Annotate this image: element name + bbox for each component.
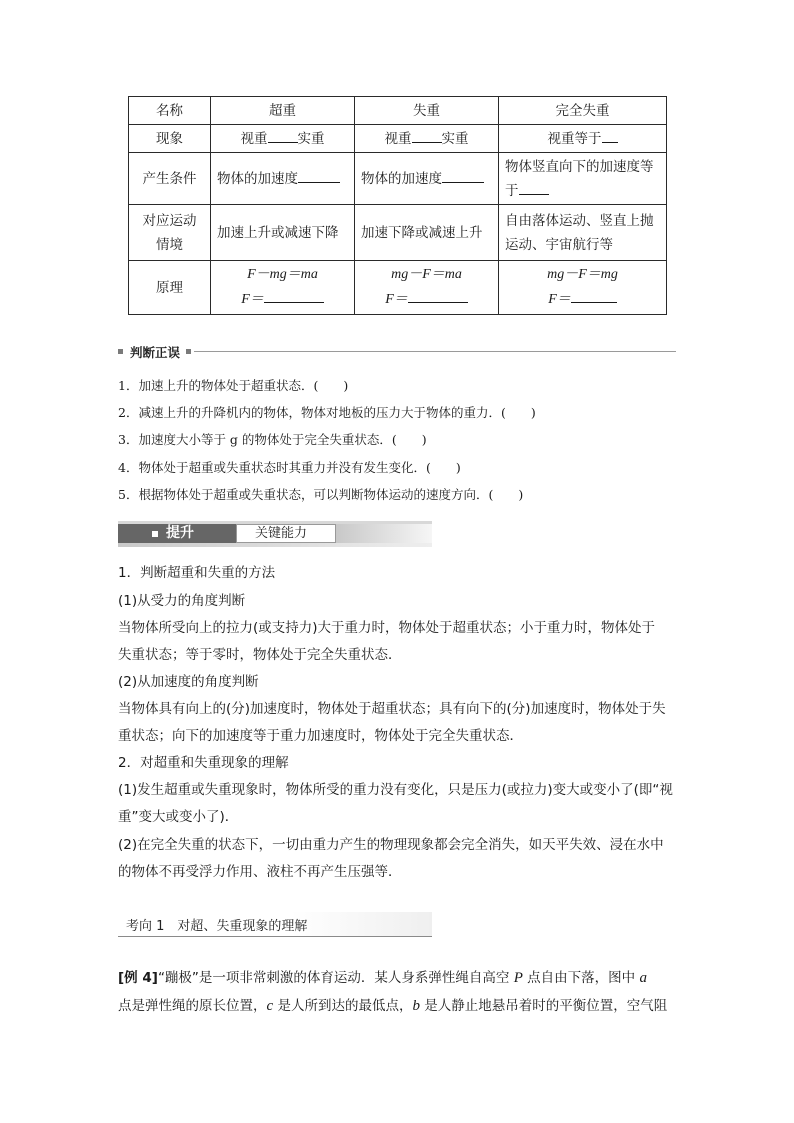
header-cell: 失重 <box>355 97 499 125</box>
fill-blank <box>571 288 617 303</box>
table-cell <box>211 261 355 315</box>
fill-blank <box>298 168 340 183</box>
cell-text: 自由落体运动、竖直上抛 <box>505 212 654 229</box>
cell-text: 视重等于 <box>547 130 602 147</box>
fill-blank <box>268 128 298 143</box>
row-label-line: 对应运动 <box>142 212 197 229</box>
judge-item: 1．加速上升的物体处于超重状态．( ) <box>118 378 349 393</box>
table-cell <box>499 153 667 205</box>
example-text: 点是弹性绳的原长位置， <box>118 998 267 1014</box>
row-label: 原理 <box>129 261 211 315</box>
paragraph-line: 失重状态；等于零时，物体处于完全失重状态． <box>118 647 402 663</box>
table-header-row <box>129 97 667 125</box>
judge-section-header <box>118 343 676 361</box>
example-variable: P <box>513 970 523 986</box>
judge-item: 3．加速度大小等于 g 的物体处于完全失重状态．( ) <box>118 432 427 447</box>
cell-text: 于 <box>505 182 519 199</box>
judge-item: 2．减速上升的升降机内的物体，物体对地板的压力大于物体的重力．( ) <box>118 405 536 420</box>
example-tag: [例 4] <box>118 970 158 986</box>
judge-item: 5．根据物体处于超重或失重状态，可以判断物体运动的速度方向．( ) <box>118 487 524 502</box>
banner-bottom-bar <box>118 543 432 547</box>
divider <box>194 351 676 352</box>
paragraph-line: 当物体所受向上的拉力(或支持力)大于重力时，物体处于超重状态；小于重力时，物体处于 <box>118 620 656 636</box>
example-variable: c <box>266 998 274 1014</box>
square-bullet-icon <box>186 349 191 354</box>
formula: F＝ <box>548 292 571 307</box>
formula: F＝ <box>385 292 408 307</box>
paragraph-line: (1)发生超重或失重现象时，物体所受的重力没有变化，只是压力(或拉力)变大或变小了(即“视 <box>118 782 673 798</box>
banner-main <box>118 524 236 543</box>
kaoxiang-title: 考向 1 对超、失重现象的理解 <box>126 919 308 934</box>
header-cell: 名称 <box>129 97 211 125</box>
fill-blank <box>602 128 618 143</box>
example-text: 是人静止地悬吊着时的平衡位置，空气阻 <box>419 998 668 1014</box>
example-text: “蹦极”是一项非常刺激的体育运动．某人身系弹性绳自高空 <box>157 970 514 986</box>
example-text: 是人所到达的最低点， <box>273 998 413 1014</box>
table-cell <box>499 261 667 315</box>
cell-text: 实重 <box>441 130 469 147</box>
row-label-line: 情境 <box>156 236 183 253</box>
table-cell: 加速上升或减速下降 <box>211 205 355 261</box>
row-label: 产生条件 <box>129 153 211 205</box>
fill-blank <box>412 128 442 143</box>
table-row <box>129 205 667 261</box>
paragraph-line: 当物体具有向上的(分)加速度时，物体处于超重状态；具有向下的(分)加速度时，物体处于失 <box>118 701 666 717</box>
table-row <box>129 125 667 153</box>
paragraph-line: (2)在完全失重的状态下，一切由重力产生的物理现象都会完全消失，如天平失效、浸在水中 <box>118 837 664 853</box>
table-cell <box>499 125 667 153</box>
table-cell <box>355 125 499 153</box>
comparison-table <box>128 96 667 315</box>
kaoxiang-header <box>118 912 432 938</box>
banner-main-label: 提升 <box>166 525 194 541</box>
header-cell: 超重 <box>211 97 355 125</box>
square-bullet-icon <box>152 531 158 537</box>
square-bullet-icon <box>118 349 123 354</box>
table-cell <box>499 205 667 261</box>
section-heading: 2．对超重和失重现象的理解 <box>118 755 289 771</box>
banner-fade <box>336 524 432 543</box>
row-label <box>129 205 211 261</box>
fill-blank <box>519 180 549 195</box>
fill-blank <box>408 288 468 303</box>
formula: F－mg＝ma <box>247 267 318 282</box>
cell-text: 运动、宇宙航行等 <box>505 236 613 253</box>
judge-item: 4．物体处于超重或失重状态时其重力并没有发生变化．( ) <box>118 460 461 475</box>
table-cell: 加速下降或减速上升 <box>355 205 499 261</box>
formula: mg－F＝ma <box>391 267 462 282</box>
banner-sub <box>236 524 336 543</box>
cell-text: 物体竖直向下的加速度等 <box>505 158 654 175</box>
banner-sub-label: 关键能力 <box>255 526 308 541</box>
table-row <box>129 153 667 205</box>
divider <box>118 936 432 937</box>
subheading: (2)从加速度的角度判断 <box>118 674 259 690</box>
formula: mg－F＝mg <box>547 267 618 282</box>
example-text: 点自由下落，图中 <box>522 970 640 986</box>
table-row <box>129 261 667 315</box>
table-cell <box>211 153 355 205</box>
cell-text: 视重 <box>240 130 268 147</box>
row-label: 现象 <box>129 125 211 153</box>
table-cell <box>355 261 499 315</box>
header-cell: 完全失重 <box>499 97 667 125</box>
fill-blank <box>442 168 484 183</box>
paragraph-line: 重状态；向下的加速度等于重力加速度时，物体处于完全失重状态． <box>118 728 523 744</box>
cell-text: 物体的加速度 <box>361 170 442 187</box>
paragraph-line: 的物体不再受浮力作用、液柱不再产生压强等． <box>118 864 402 880</box>
section-banner <box>118 521 432 549</box>
paragraph-line: 重”变大或变小了)． <box>118 809 239 825</box>
subheading: (1)从受力的角度判断 <box>118 593 246 609</box>
formula: F＝ <box>241 292 264 307</box>
cell-text: 实重 <box>297 130 325 147</box>
example-line <box>118 992 682 1020</box>
table-cell <box>355 153 499 205</box>
cell-text: 视重 <box>384 130 412 147</box>
example-variable: a <box>639 970 647 986</box>
fill-blank <box>264 288 324 303</box>
example-variable: b <box>412 998 420 1014</box>
judge-title: 判断正误 <box>130 345 181 360</box>
cell-text: 物体的加速度 <box>217 170 298 187</box>
section-heading: 1．判断超重和失重的方法 <box>118 565 276 581</box>
table-cell <box>211 125 355 153</box>
example-line <box>118 964 682 992</box>
